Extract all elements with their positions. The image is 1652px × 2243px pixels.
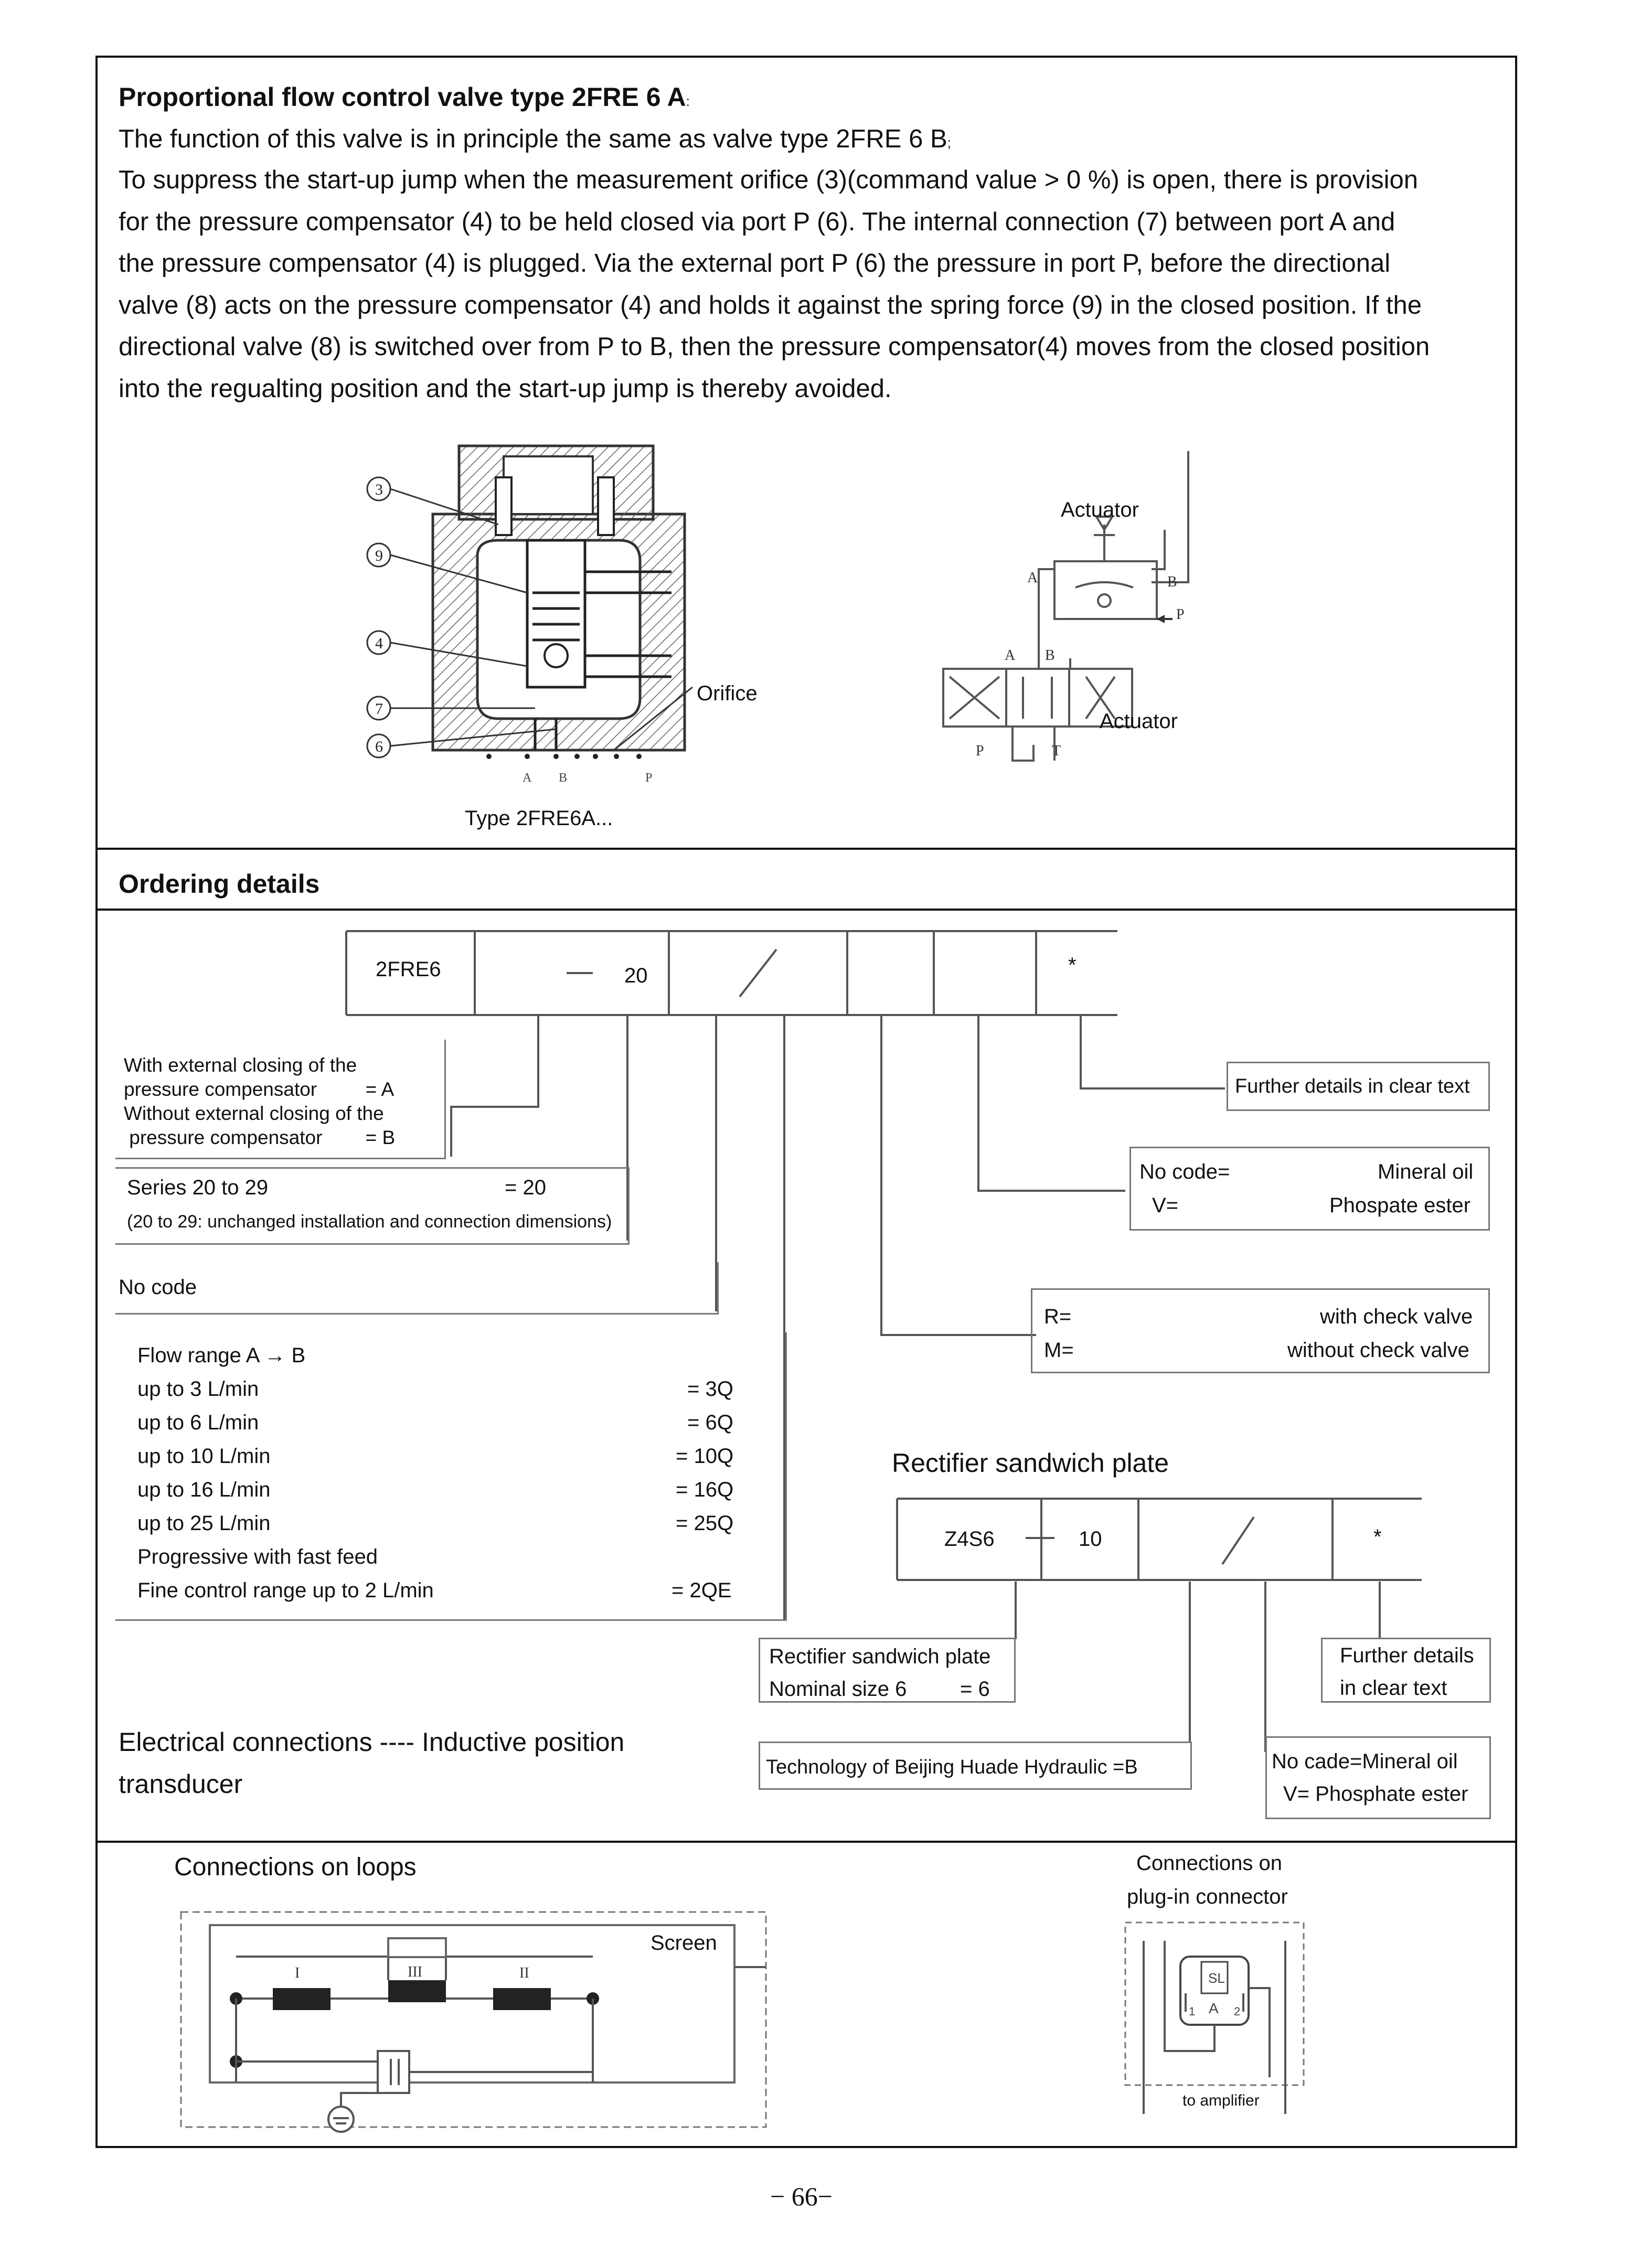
compensator-line: With external closing of the bbox=[124, 1054, 357, 1076]
flow-row-value: = 16Q bbox=[676, 1478, 734, 1501]
series-label: Series 20 to 29 bbox=[127, 1176, 269, 1199]
rectifier-code-star: * bbox=[1373, 1525, 1382, 1548]
check-value: with check valve bbox=[1320, 1305, 1473, 1328]
port-label: B bbox=[559, 771, 568, 785]
intro-paragraph-line: valve (8) acts on the pressure compensator (4) and holds it against the spring force (9) in the closed position. If the bbox=[119, 291, 1422, 319]
intro-line1: The function of this valve is in principle the same as valve type 2FRE 6 B; bbox=[119, 125, 951, 153]
rectifier-fluid-line: No cade=Mineral oil bbox=[1272, 1750, 1458, 1773]
rectifier-size-line: Rectifier sandwich plate bbox=[769, 1645, 991, 1668]
plug-connector-diagram bbox=[1123, 1920, 1306, 2119]
plug-title: Connections on bbox=[1136, 1852, 1282, 1875]
intro-paragraph-line: the pressure compensator (4) is plugged. Via the external port P (6) the pressure in port P, before the directional bbox=[119, 249, 1391, 277]
callout-label: 3 bbox=[375, 481, 383, 498]
fluid-label: No code= bbox=[1139, 1160, 1230, 1183]
rectifier-fluid-line: V= Phosphate ester bbox=[1283, 1782, 1468, 1806]
plug-title: plug-in connector bbox=[1127, 1885, 1288, 1908]
plug-pin-label: SL bbox=[1208, 1970, 1225, 1986]
compensator-line: pressure compensator = A bbox=[124, 1078, 395, 1100]
no-code-box bbox=[115, 1262, 719, 1315]
port-label: B bbox=[1045, 647, 1055, 664]
section-divider bbox=[95, 848, 1517, 850]
intro-paragraph-line: directional valve (8) is switched over from P to B, then the pressure compensator(4) moves from the closed position bbox=[119, 333, 1430, 361]
callout-label: 9 bbox=[375, 547, 383, 564]
rectifier-further-line: in clear text bbox=[1340, 1676, 1447, 1700]
port-label: A bbox=[1005, 647, 1016, 664]
flow-row-value: = 25Q bbox=[676, 1512, 734, 1535]
fluid-value: Mineral oil bbox=[1378, 1160, 1474, 1183]
plug-pin-label: A bbox=[1209, 2000, 1219, 2016]
further-details-label: Further details in clear text bbox=[1235, 1075, 1470, 1097]
callout-label: 6 bbox=[375, 738, 383, 755]
port-label: A bbox=[1027, 570, 1038, 586]
check-label: R= bbox=[1044, 1305, 1072, 1328]
rectifier-size-line: Nominal size 6 bbox=[769, 1678, 907, 1701]
callout-label: 7 bbox=[375, 700, 383, 718]
to-amplifier-label: to amplifier bbox=[1182, 2092, 1260, 2109]
no-code-label: No code bbox=[119, 1276, 197, 1299]
order-code-base: 2FRE6 bbox=[376, 958, 441, 981]
port-label: P bbox=[645, 771, 653, 785]
coil-label: III bbox=[408, 1964, 422, 1980]
flow-row-value: = 10Q bbox=[676, 1445, 734, 1468]
rectifier-code-base: Z4S6 bbox=[944, 1528, 995, 1551]
flow-range-box bbox=[115, 1332, 787, 1621]
orifice-label: Orifice bbox=[697, 682, 758, 705]
flow-row-value: = 6Q bbox=[687, 1411, 733, 1434]
flow-row-label: Fine control range up to 2 L/min bbox=[137, 1579, 434, 1602]
flow-row-label: up to 3 L/min bbox=[137, 1377, 259, 1401]
fluid-value: Phospate ester bbox=[1329, 1194, 1471, 1217]
section-divider bbox=[95, 909, 1517, 911]
port-label: T bbox=[1052, 743, 1061, 759]
ordering-heading: Ordering details bbox=[119, 869, 320, 899]
flow-heading: Flow range A → B bbox=[137, 1344, 306, 1367]
order-code-series: 20 bbox=[624, 964, 648, 987]
rectifier-technology-label: Technology of Beijing Huade Hydraulic =B bbox=[766, 1756, 1138, 1778]
coil-label: II bbox=[519, 1965, 529, 1981]
port-label: P bbox=[1176, 606, 1185, 623]
type-caption: Type 2FRE6A... bbox=[465, 807, 613, 830]
flow-row-label: up to 6 L/min bbox=[137, 1411, 259, 1434]
check-value: without check valve bbox=[1287, 1339, 1469, 1362]
port-label: A bbox=[523, 771, 532, 785]
intro-paragraph-line: into the regualting position and the start-up jump is thereby avoided. bbox=[119, 375, 892, 403]
loops-title: Connections on loops bbox=[174, 1853, 417, 1881]
plug-pin-label: 2 bbox=[1234, 2005, 1241, 2018]
flow-row-label: up to 16 L/min bbox=[137, 1478, 271, 1501]
intro-paragraph-line: To suppress the start-up jump when the measurement orifice (3)(command value > 0 %) is open, there is provision bbox=[119, 166, 1419, 194]
series-value: = 20 bbox=[505, 1176, 546, 1199]
electrical-heading: Electrical connections ---- Inductive position bbox=[119, 1727, 625, 1757]
valve-section-drawing bbox=[346, 435, 703, 803]
flow-row-value: = 2QE bbox=[672, 1579, 732, 1602]
section-divider bbox=[95, 1841, 1517, 1843]
actuator-label: Actuator bbox=[1100, 710, 1178, 733]
page-number: − 66− bbox=[770, 2182, 833, 2211]
rectifier-heading: Rectifier sandwich plate bbox=[892, 1448, 1169, 1478]
rectifier-further-line: Further details bbox=[1340, 1644, 1474, 1667]
fluid-box bbox=[1129, 1147, 1490, 1231]
compensator-line: Without external closing of the bbox=[124, 1103, 384, 1124]
flow-row-label: up to 10 L/min bbox=[137, 1445, 271, 1468]
check-label: M= bbox=[1044, 1339, 1074, 1362]
ordering-code-table bbox=[341, 928, 1128, 1018]
screen-label: Screen bbox=[651, 1931, 717, 1954]
flow-row-value: = 3Q bbox=[687, 1377, 733, 1401]
plug-pin-label: 1 bbox=[1189, 2005, 1196, 2018]
coil-label: I bbox=[295, 1965, 300, 1981]
callout-label: 4 bbox=[375, 635, 383, 652]
actuator-label: Actuator bbox=[1061, 498, 1139, 521]
rectifier-code-size: 10 bbox=[1079, 1528, 1102, 1551]
order-code-star: * bbox=[1068, 954, 1077, 977]
fluid-label: V= bbox=[1152, 1194, 1179, 1217]
intro-title: Proportional flow control valve type 2FRE 6 A: bbox=[119, 82, 690, 112]
rectifier-fluid-box bbox=[1265, 1736, 1491, 1819]
port-label: B bbox=[1167, 574, 1177, 590]
series-note: (20 to 29: unchanged installation and connection dimensions) bbox=[127, 1212, 612, 1232]
flow-row-label: up to 25 L/min bbox=[137, 1512, 271, 1535]
electrical-heading: transducer bbox=[119, 1769, 243, 1799]
flow-row-label: Progressive with fast feed bbox=[137, 1545, 378, 1568]
rectifier-size-value: = 6 bbox=[960, 1678, 990, 1701]
compensator-line: pressure compensator = B bbox=[124, 1127, 396, 1148]
port-label: P bbox=[976, 743, 984, 759]
intro-paragraph-line: for the pressure compensator (4) to be held closed via port P (6). The internal connection (7) between port A and bbox=[119, 208, 1395, 236]
